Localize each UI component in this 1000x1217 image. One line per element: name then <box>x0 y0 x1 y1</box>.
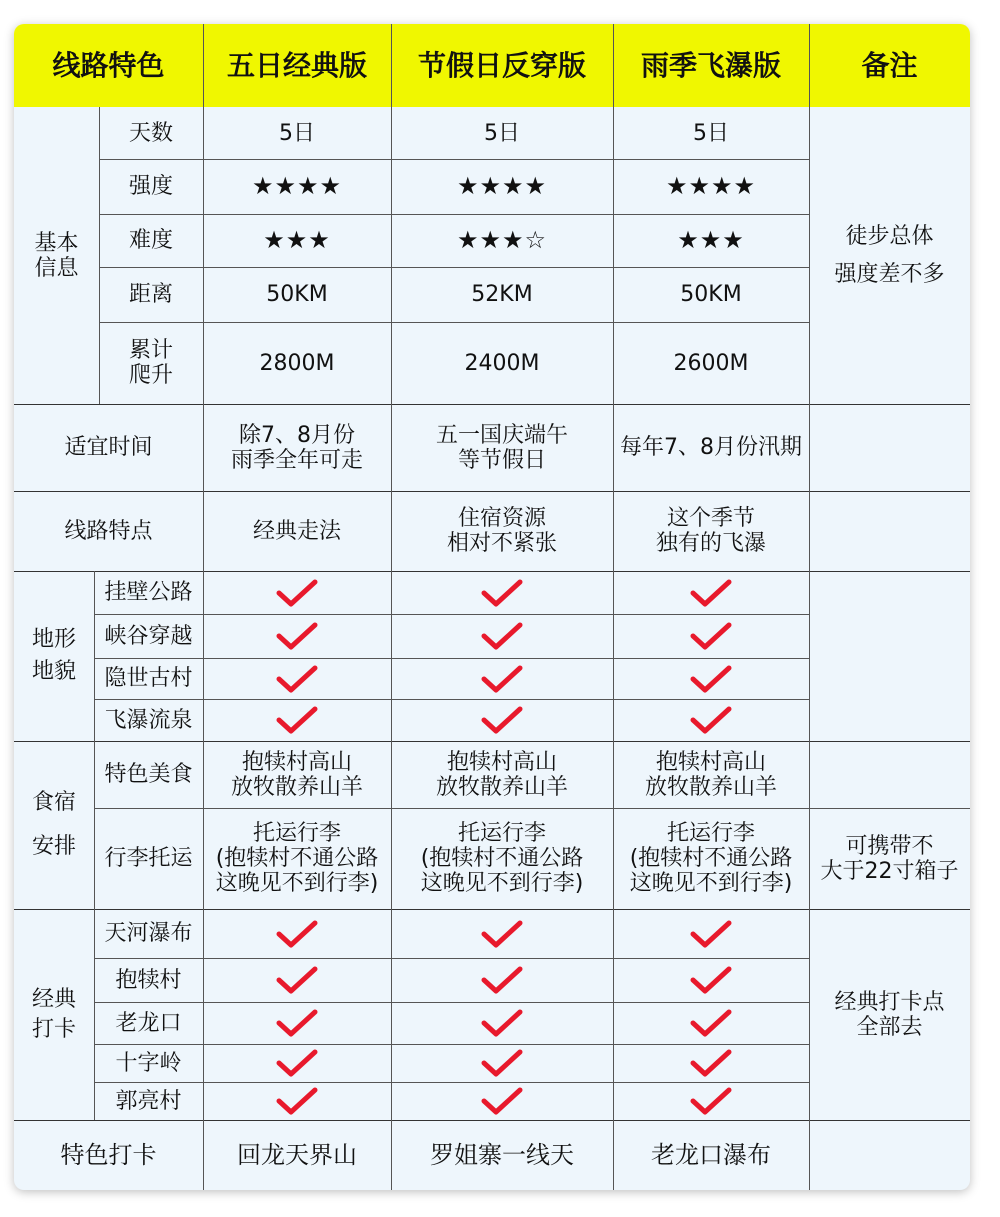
check-icon <box>613 1082 809 1120</box>
route-feature-value: 经典走法 <box>252 518 341 544</box>
grid-line <box>14 741 970 742</box>
grid-line <box>391 24 392 1190</box>
grid-line <box>94 571 95 1120</box>
check-icon <box>613 909 809 958</box>
row-label-terrain: 峡谷穿越 <box>104 623 193 649</box>
row-label-route-feature: 线路特点 <box>64 518 153 544</box>
grid-line <box>99 267 809 268</box>
difficulty-stars: ★★★ <box>677 226 745 254</box>
intensity-stars: ★★★★ <box>665 172 757 200</box>
elevation-gain-value: 2600M <box>673 350 749 376</box>
grid-line <box>94 658 809 659</box>
grid-line <box>94 1044 809 1045</box>
grid-line <box>14 909 970 910</box>
grid-line <box>99 107 100 404</box>
grid-line <box>99 322 809 323</box>
grid-line <box>14 571 970 572</box>
check-icon <box>613 571 809 614</box>
grid-line <box>94 614 809 615</box>
check-icon <box>203 699 391 741</box>
check-icon <box>613 658 809 699</box>
check-icon <box>613 958 809 1002</box>
grid-line <box>809 24 810 1190</box>
special-checkin-value: 回龙天界山 <box>237 1140 357 1169</box>
row-label-special-checkin: 特色打卡 <box>60 1140 157 1169</box>
header-five-day-classic: 五日经典版 <box>203 24 391 107</box>
check-icon <box>391 1044 613 1082</box>
luggage-value: 托运行李 (抱犊村不通公路 这晚见不到行李) <box>215 821 379 896</box>
row-label-terrain: 挂壁公路 <box>104 580 193 605</box>
row-label-intensity: 强度 <box>128 174 173 199</box>
check-icon <box>391 658 613 699</box>
grid-line <box>14 1120 970 1121</box>
check-icon <box>203 571 391 614</box>
season-value: 每年7、8月份汛期 <box>620 435 802 460</box>
check-icon <box>391 571 613 614</box>
special-checkin-value: 罗姐寨一线天 <box>430 1140 574 1169</box>
check-icon <box>203 1082 391 1120</box>
check-icon <box>391 1082 613 1120</box>
check-icon <box>613 1002 809 1044</box>
distance-value: 50KM <box>266 282 328 307</box>
check-icon <box>391 909 613 958</box>
special-checkin-value: 老龙口瀑布 <box>651 1140 771 1169</box>
check-icon <box>391 1002 613 1044</box>
row-label-checkin: 抱犊村 <box>115 967 182 993</box>
grid-line <box>94 958 809 959</box>
row-label-terrain: 飞瀑流泉 <box>104 707 193 733</box>
check-icon <box>203 909 391 958</box>
route-feature-value: 这个季节 独有的飞瀑 <box>655 506 766 556</box>
row-label-elevation-gain: 累计 爬升 <box>128 338 173 388</box>
grid-line <box>94 699 809 700</box>
route-feature-value: 住宿资源 相对不紧张 <box>446 506 557 556</box>
row-label-food: 特色美食 <box>104 762 193 787</box>
grid-line <box>14 491 970 492</box>
check-icon <box>203 658 391 699</box>
days-value: 5日 <box>693 120 729 146</box>
row-label-difficulty: 难度 <box>128 228 173 253</box>
difficulty-stars: ★★★ <box>263 226 331 254</box>
check-icon <box>613 614 809 658</box>
season-value: 除7、8月份 雨季全年可走 <box>230 422 363 473</box>
group-terrain: 地形 地貌 <box>31 627 76 684</box>
header-holiday-reverse: 节假日反穿版 <box>391 24 613 107</box>
distance-value: 52KM <box>471 282 533 307</box>
food-value: 抱犊村高山 放牧散养山羊 <box>230 749 363 800</box>
intensity-stars: ★★★★ <box>251 172 343 200</box>
route-comparison-table <box>14 24 970 1190</box>
grid-line <box>94 1002 809 1003</box>
row-label-checkin: 老龙口 <box>115 1010 182 1036</box>
row-label-checkin: 天河瀑布 <box>104 921 193 946</box>
row-label-checkin: 十字岭 <box>115 1050 182 1076</box>
header-rainy-season: 雨季飞瀑版 <box>613 24 809 107</box>
distance-value: 50KM <box>680 282 742 307</box>
group-classic-checkin: 经典 打卡 <box>31 986 76 1042</box>
elevation-gain-value: 2800M <box>259 350 335 376</box>
basic-info-note: 徒步总体 强度差不多 <box>834 223 945 287</box>
row-label-checkin: 郭亮村 <box>115 1088 182 1114</box>
days-value: 5日 <box>279 120 315 146</box>
checkin-note: 经典打卡点 全部去 <box>834 989 945 1040</box>
difficulty-stars: ★★★☆ <box>456 226 548 254</box>
check-icon <box>391 614 613 658</box>
header-notes: 备注 <box>809 24 970 107</box>
grid-line <box>94 808 970 809</box>
group-basic-info: 基本 信息 <box>34 230 79 281</box>
grid-line <box>99 159 809 160</box>
intensity-stars: ★★★★ <box>456 172 548 200</box>
check-icon <box>203 1044 391 1082</box>
row-label-distance: 距离 <box>128 282 173 307</box>
check-icon <box>391 699 613 741</box>
row-label-terrain: 隐世古村 <box>104 666 193 691</box>
check-icon <box>203 1002 391 1044</box>
grid-line <box>99 214 809 215</box>
row-label-season: 适宜时间 <box>64 435 153 460</box>
check-icon <box>613 1044 809 1082</box>
grid-line <box>203 24 204 1190</box>
days-value: 5日 <box>484 120 520 146</box>
food-value: 抱犊村高山 放牧散养山羊 <box>644 749 777 800</box>
header-route-features: 线路特色 <box>14 24 203 107</box>
luggage-value: 托运行李 (抱犊村不通公路 这晚见不到行李) <box>420 821 584 896</box>
grid-line <box>613 24 614 1190</box>
check-icon <box>203 614 391 658</box>
luggage-value: 托运行李 (抱犊村不通公路 这晚见不到行李) <box>629 821 793 896</box>
check-icon <box>613 699 809 741</box>
food-value: 抱犊村高山 放牧散养山羊 <box>435 749 568 800</box>
check-icon <box>391 958 613 1002</box>
row-label-luggage: 行李托运 <box>104 846 193 871</box>
season-value: 五一国庆端午 等节假日 <box>435 422 568 473</box>
grid-line <box>94 1082 809 1083</box>
group-lodging: 食宿 安排 <box>31 790 76 859</box>
row-label-days: 天数 <box>128 120 173 146</box>
check-icon <box>203 958 391 1002</box>
grid-line <box>14 404 970 405</box>
elevation-gain-value: 2400M <box>464 350 540 376</box>
luggage-note: 可携带不 大于22寸箱子 <box>820 833 959 884</box>
